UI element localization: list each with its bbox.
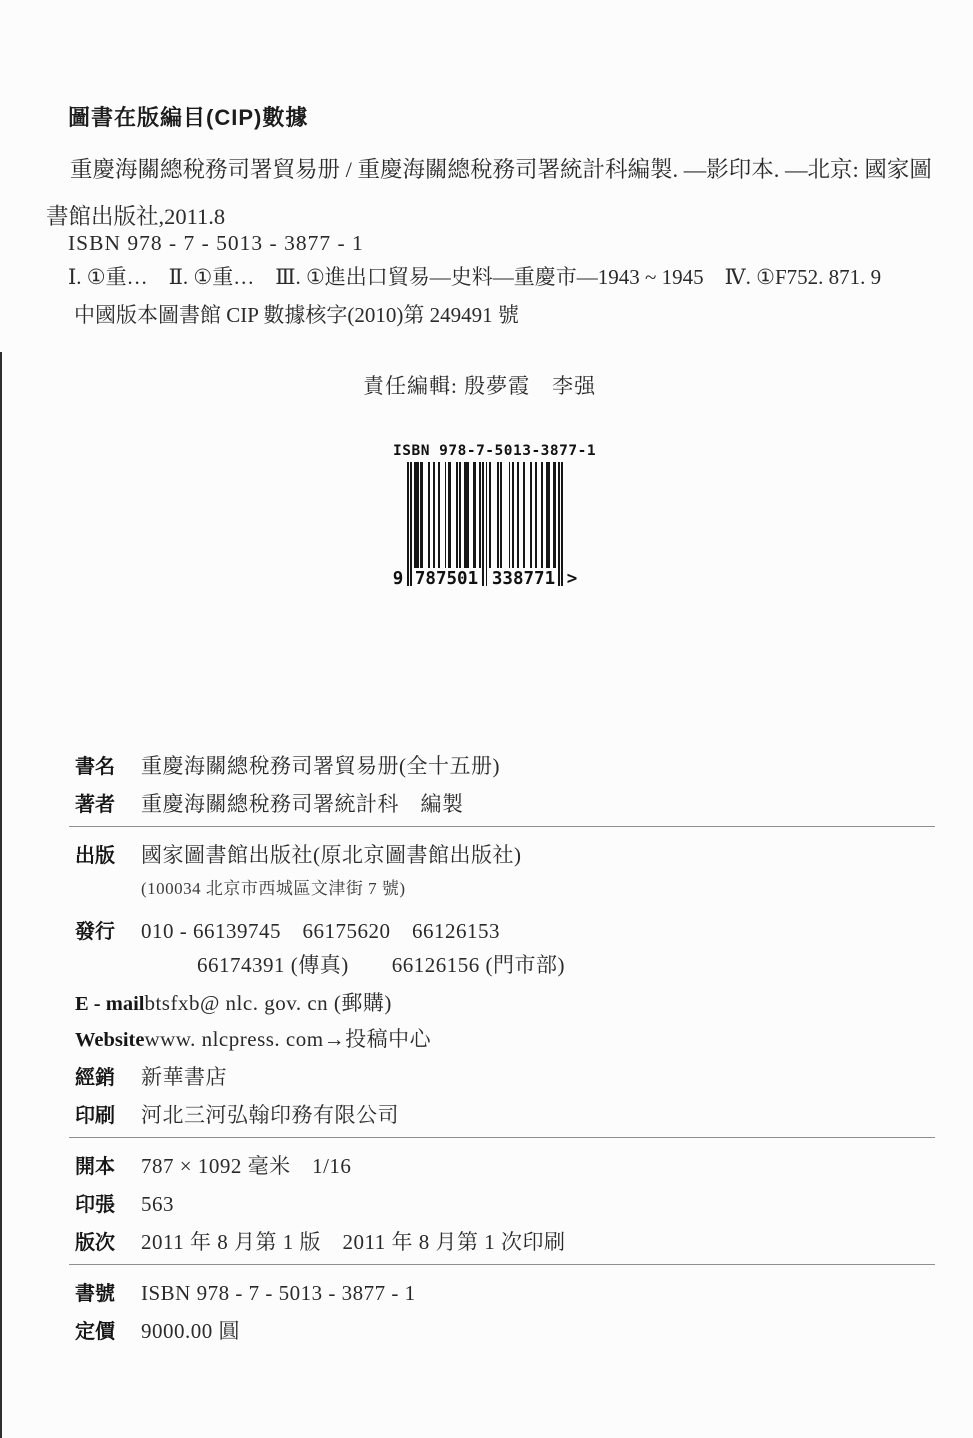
row-label: 出版 [75,845,115,867]
barcode-bar [410,462,412,586]
row-title [75,750,936,780]
divider [69,1264,935,1265]
divider [69,1137,935,1138]
row-edition [75,1226,936,1256]
row-publisher [75,839,936,869]
row-label: 書名 [75,756,115,778]
row-email [75,989,936,1017]
barcode-bar [548,462,550,568]
barcode-bar [561,462,563,586]
barcode-bar [541,462,543,568]
barcode-bar [468,462,470,568]
isbn-barcode [392,443,597,594]
row-value: 2011 年 8 月第 1 版 2011 年 8 月第 1 次印刷 [141,1230,566,1254]
barcode-bar [517,462,519,568]
row-value: 563 [141,1192,174,1216]
barcode-bar [530,462,532,568]
row-value: 河北三河弘翰印務有限公司 [141,1103,399,1127]
row-format [75,1150,936,1180]
row-website [75,1025,936,1053]
row-retailer [75,1061,936,1091]
row-value: www. nlcpress. com→投稿中心 [144,1027,432,1051]
row-price [75,1315,936,1345]
barcode-bar [489,462,491,568]
row-value: 重慶海關總稅務司署統計科 編製 [141,792,464,816]
cip-description: 重慶海關總稅務司署貿易册 / 重慶海關總稅務司署統計科編製. —影印本. —北京: 國家圖書館出版社,2011.8 [46,157,932,229]
row-label: 版次 [75,1232,115,1254]
barcode-digit-first: 9 [392,569,404,589]
barcode-bar [558,462,560,586]
barcode-bar [512,462,514,568]
barcode-bar [479,462,481,568]
row-value: btsfxb@ nlc. gov. cn (郵購) [144,991,392,1015]
barcode-bar [555,462,557,568]
row-label: 印張 [75,1194,115,1216]
row-label: 書號 [75,1283,115,1305]
row-author [75,788,936,818]
row-sheets [75,1188,936,1218]
scan-edge-artifact [0,352,2,1438]
barcode-bar [428,462,430,568]
barcode-bar [500,462,502,568]
row-value: 787 × 1092 毫米 1/16 [141,1154,352,1178]
row-value: 國家圖書館出版社(原北京圖書館出版社) [141,843,522,867]
barcode-quiet-zone-mark: > [566,569,578,589]
barcode-bar [456,462,458,568]
barcode-bar [486,462,488,586]
barcode-bar [433,462,435,568]
barcode-digit-group1: 787501 [414,569,479,589]
distribution-phones-line2: 66174391 (傳真) 66126156 (門市部) [197,953,565,977]
barcode-bar [509,462,511,568]
barcode-bar [422,462,424,568]
row-distribution [75,915,936,945]
barcode-bar [523,462,525,568]
barcode-bar [407,462,409,586]
row-label: 發行 [75,921,115,943]
row-value: 新華書店 [141,1065,227,1089]
barcode-bar [482,462,484,586]
responsible-editors-line: 責任編輯: 殷夢霞 李强 [363,374,597,398]
row-value: 重慶海關總稅務司署貿易册(全十五册) [141,754,500,778]
divider [69,826,935,827]
row-label: 印刷 [75,1105,115,1127]
row-book-number [75,1277,936,1307]
publisher-address: (100034 北京市西城區文津街 7 號) [141,879,406,898]
cip-record-number-line: 中國版本圖書館 CIP 數據核字(2010)第 249491 號 [74,303,519,327]
row-label: 經銷 [75,1067,115,1089]
barcode-bar [474,462,476,568]
cip-isbn-line: ISBN 978 - 7 - 5013 - 3877 - 1 [68,231,364,255]
barcode-bar [438,462,440,568]
row-value: 9000.00 圓 [141,1319,240,1343]
colophon-table [75,750,936,1353]
cip-classification-line: Ⅰ. ①重… Ⅱ. ①重… Ⅲ. ①進出口貿易—史料—重慶市—1943 ~ 1945 Ⅳ. ①F752. 871. 9 [68,265,882,289]
row-label: 定價 [75,1321,115,1343]
barcode-bar [450,462,452,568]
barcode-bar [459,462,461,568]
row-label: E - mail [75,993,145,1015]
barcode-bar [497,462,499,568]
row-label: Website [75,1029,145,1051]
barcode-bar [445,462,447,568]
row-printer [75,1099,936,1129]
row-value: 010 - 66139745 66175620 66126153 [141,919,500,943]
barcode-bar [535,462,537,568]
row-label: 開本 [75,1156,115,1178]
barcode-digit-group2: 338771 [491,569,556,589]
barcode-bar [417,462,419,568]
row-value: ISBN 978 - 7 - 5013 - 3877 - 1 [141,1281,416,1305]
row-label: 著者 [75,794,115,816]
barcode-bars [392,462,578,594]
cip-heading: 圖書在版編目(CIP)數據 [68,105,309,130]
barcode-isbn-text: ISBN 978-7-5013-3877-1 [393,443,597,459]
